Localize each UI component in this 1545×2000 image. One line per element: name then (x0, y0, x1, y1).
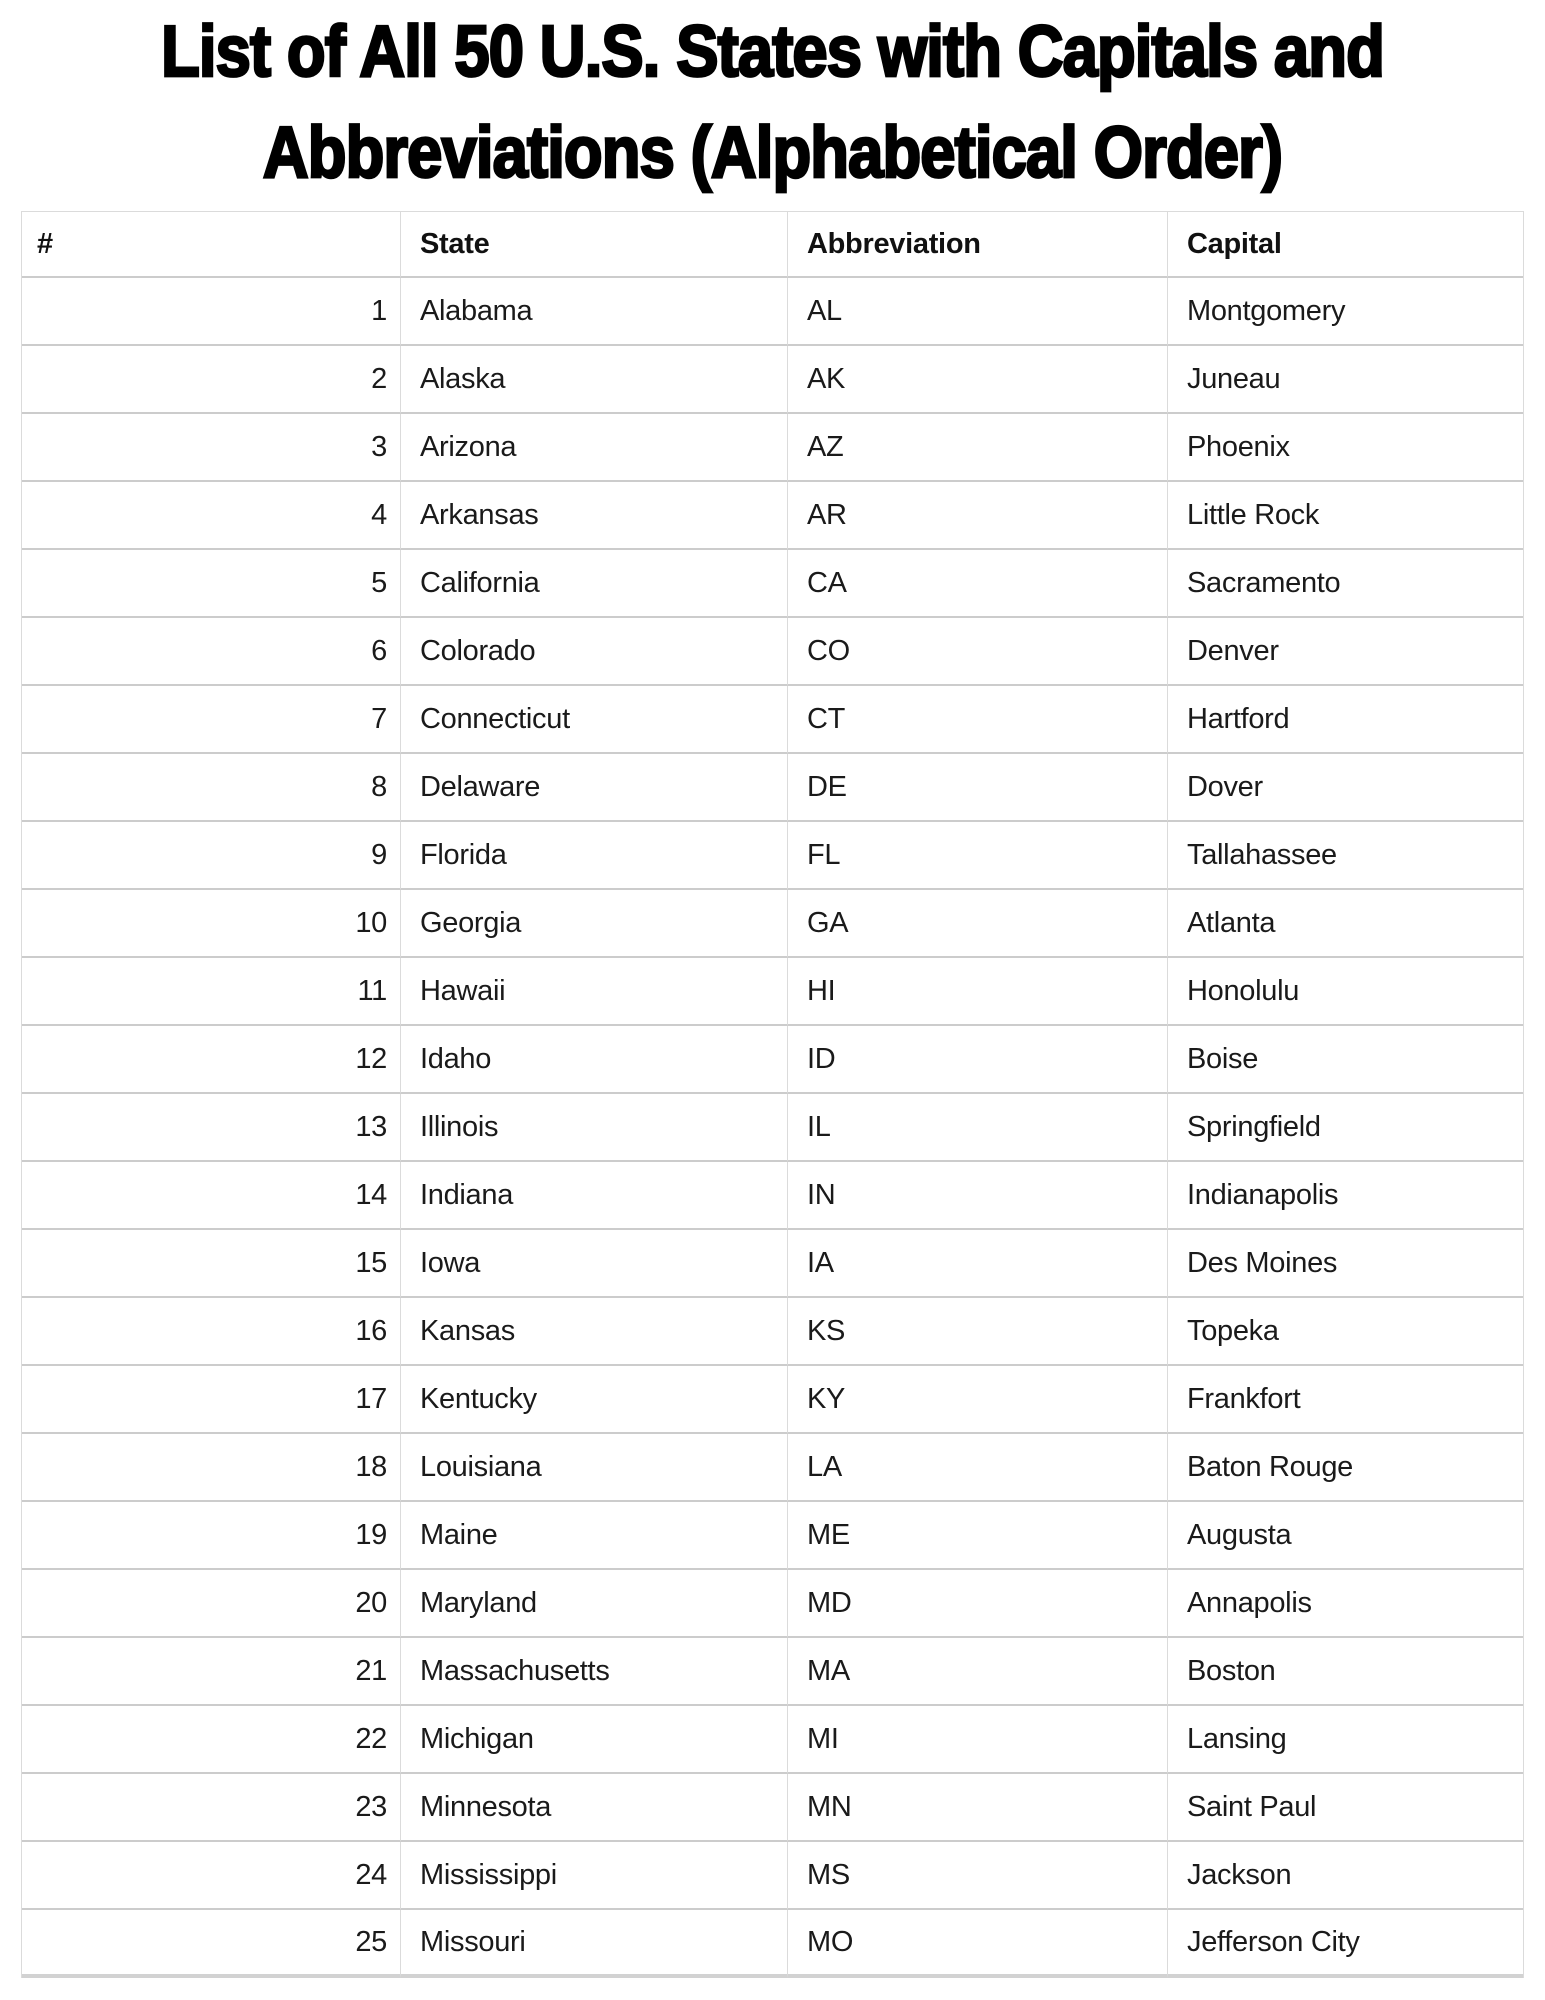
header-number: # (22, 212, 401, 278)
row-number-cell: 4 (22, 482, 401, 550)
row-number-cell: 10 (22, 890, 401, 958)
capital-cell: Boise (1168, 1026, 1523, 1094)
capital-cell: Juneau (1168, 346, 1523, 414)
table-header-row (22, 212, 1523, 278)
capital-cell: Indianapolis (1168, 1162, 1523, 1230)
state-cell: Georgia (401, 890, 788, 958)
row-number-cell: 1 (22, 278, 401, 346)
row-number-cell: 18 (22, 1434, 401, 1502)
row-number-cell: 11 (22, 958, 401, 1026)
table-row (22, 618, 1523, 686)
table-row (22, 346, 1523, 414)
state-cell: Alaska (401, 346, 788, 414)
state-cell: Maryland (401, 1570, 788, 1638)
state-cell: Kentucky (401, 1366, 788, 1434)
row-number-cell: 12 (22, 1026, 401, 1094)
capital-cell: Annapolis (1168, 1570, 1523, 1638)
table-row (22, 822, 1523, 890)
state-cell: Louisiana (401, 1434, 788, 1502)
table-row (22, 1434, 1523, 1502)
state-cell: Mississippi (401, 1842, 788, 1910)
page-title-line-2: Abbreviations (Alphabetical Order) (262, 113, 1283, 193)
header-capital: Capital (1168, 212, 1523, 278)
abbreviation-cell: KY (788, 1366, 1168, 1434)
row-number-cell: 23 (22, 1774, 401, 1842)
capital-cell: Denver (1168, 618, 1523, 686)
header-state: State (401, 212, 788, 278)
abbreviation-cell: CO (788, 618, 1168, 686)
state-cell: California (401, 550, 788, 618)
capital-cell: Baton Rouge (1168, 1434, 1523, 1502)
abbreviation-cell: HI (788, 958, 1168, 1026)
state-cell: Indiana (401, 1162, 788, 1230)
abbreviation-cell: MN (788, 1774, 1168, 1842)
state-cell: Missouri (401, 1910, 788, 1978)
state-cell: Alabama (401, 278, 788, 346)
abbreviation-cell: CT (788, 686, 1168, 754)
table-row (22, 1774, 1523, 1842)
abbreviation-cell: AL (788, 278, 1168, 346)
table-row (22, 1706, 1523, 1774)
page-title-line-1: List of All 50 U.S. States with Capitals and (161, 12, 1384, 92)
abbreviation-cell: CA (788, 550, 1168, 618)
row-number-cell: 5 (22, 550, 401, 618)
abbreviation-cell: AZ (788, 414, 1168, 482)
table-row (22, 1230, 1523, 1298)
table-row (22, 1026, 1523, 1094)
table-row (22, 1162, 1523, 1230)
state-cell: Arkansas (401, 482, 788, 550)
abbreviation-cell: AR (788, 482, 1168, 550)
capital-cell: Saint Paul (1168, 1774, 1523, 1842)
table-row (22, 550, 1523, 618)
table-body (22, 278, 1523, 1978)
row-number-cell: 9 (22, 822, 401, 890)
row-number-cell: 19 (22, 1502, 401, 1570)
state-cell: Arizona (401, 414, 788, 482)
abbreviation-cell: FL (788, 822, 1168, 890)
abbreviation-cell: AK (788, 346, 1168, 414)
table-row (22, 1570, 1523, 1638)
table-row (22, 1366, 1523, 1434)
state-cell: Illinois (401, 1094, 788, 1162)
capital-cell: Little Rock (1168, 482, 1523, 550)
row-number-cell: 6 (22, 618, 401, 686)
row-number-cell: 15 (22, 1230, 401, 1298)
table-row (22, 754, 1523, 822)
table-row (22, 1094, 1523, 1162)
abbreviation-cell: MI (788, 1706, 1168, 1774)
row-number-cell: 20 (22, 1570, 401, 1638)
abbreviation-cell: ID (788, 1026, 1168, 1094)
capital-cell: Tallahassee (1168, 822, 1523, 890)
table-row (22, 686, 1523, 754)
capital-cell: Topeka (1168, 1298, 1523, 1366)
table-row (22, 414, 1523, 482)
capital-cell: Honolulu (1168, 958, 1523, 1026)
states-table (22, 212, 1523, 1978)
header-abbreviation: Abbreviation (788, 212, 1168, 278)
table-row (22, 1298, 1523, 1366)
state-cell: Massachusetts (401, 1638, 788, 1706)
abbreviation-cell: MA (788, 1638, 1168, 1706)
capital-cell: Augusta (1168, 1502, 1523, 1570)
capital-cell: Phoenix (1168, 414, 1523, 482)
abbreviation-cell: GA (788, 890, 1168, 958)
state-cell: Delaware (401, 754, 788, 822)
table-row (22, 1910, 1523, 1978)
state-cell: Idaho (401, 1026, 788, 1094)
row-number-cell: 7 (22, 686, 401, 754)
capital-cell: Hartford (1168, 686, 1523, 754)
table-row (22, 890, 1523, 958)
row-number-cell: 14 (22, 1162, 401, 1230)
capital-cell: Springfield (1168, 1094, 1523, 1162)
abbreviation-cell: IA (788, 1230, 1168, 1298)
abbreviation-cell: LA (788, 1434, 1168, 1502)
capital-cell: Lansing (1168, 1706, 1523, 1774)
abbreviation-cell: ME (788, 1502, 1168, 1570)
row-number-cell: 22 (22, 1706, 401, 1774)
state-cell: Maine (401, 1502, 788, 1570)
state-cell: Michigan (401, 1706, 788, 1774)
table-row (22, 482, 1523, 550)
abbreviation-cell: MO (788, 1910, 1168, 1978)
row-number-cell: 8 (22, 754, 401, 822)
table-row (22, 1842, 1523, 1910)
table-row (22, 278, 1523, 346)
abbreviation-cell: DE (788, 754, 1168, 822)
row-number-cell: 13 (22, 1094, 401, 1162)
row-number-cell: 16 (22, 1298, 401, 1366)
page-title (0, 2, 1545, 204)
table-row (22, 958, 1523, 1026)
state-cell: Minnesota (401, 1774, 788, 1842)
abbreviation-cell: MS (788, 1842, 1168, 1910)
state-cell: Colorado (401, 618, 788, 686)
capital-cell: Jackson (1168, 1842, 1523, 1910)
state-cell: Connecticut (401, 686, 788, 754)
row-number-cell: 2 (22, 346, 401, 414)
row-number-cell: 21 (22, 1638, 401, 1706)
capital-cell: Frankfort (1168, 1366, 1523, 1434)
capital-cell: Atlanta (1168, 890, 1523, 958)
state-cell: Hawaii (401, 958, 788, 1026)
capital-cell: Montgomery (1168, 278, 1523, 346)
row-number-cell: 3 (22, 414, 401, 482)
table-row (22, 1502, 1523, 1570)
abbreviation-cell: IL (788, 1094, 1168, 1162)
capital-cell: Dover (1168, 754, 1523, 822)
row-number-cell: 25 (22, 1910, 401, 1978)
abbreviation-cell: KS (788, 1298, 1168, 1366)
abbreviation-cell: MD (788, 1570, 1168, 1638)
capital-cell: Boston (1168, 1638, 1523, 1706)
states-table-container (21, 211, 1524, 1978)
row-number-cell: 24 (22, 1842, 401, 1910)
capital-cell: Sacramento (1168, 550, 1523, 618)
abbreviation-cell: IN (788, 1162, 1168, 1230)
row-number-cell: 17 (22, 1366, 401, 1434)
capital-cell: Des Moines (1168, 1230, 1523, 1298)
state-cell: Florida (401, 822, 788, 890)
capital-cell: Jefferson City (1168, 1910, 1523, 1978)
state-cell: Kansas (401, 1298, 788, 1366)
state-cell: Iowa (401, 1230, 788, 1298)
table-row (22, 1638, 1523, 1706)
